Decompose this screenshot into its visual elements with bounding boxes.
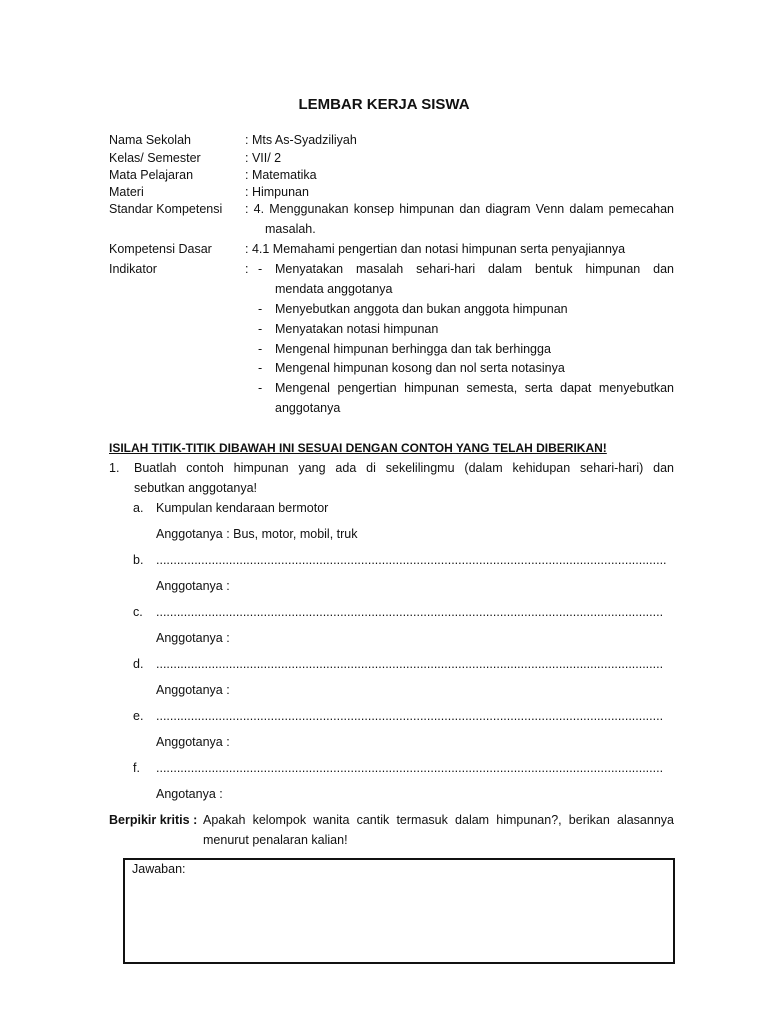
- kompetensi-dasar-value: : 4.1 Memahami pengertian dan notasi himpunan serta penyajiannya: [245, 242, 626, 256]
- indikator-item: Mengenal pengertian himpunan semesta, serta dapat menyebutkan: [275, 381, 674, 395]
- fill-line-f[interactable]: ..................................................................................................................................................: [156, 761, 664, 775]
- kelas-label: Kelas/ Semester: [109, 151, 201, 165]
- indikator-label: Indikator: [109, 262, 157, 276]
- kelas-value: : VII/ 2: [245, 151, 282, 165]
- indikator-dash: -: [258, 381, 263, 395]
- nama-sekolah-value: : Mts As-Syadziliyah: [245, 133, 357, 147]
- item-letter-c: c.: [133, 605, 143, 619]
- indikator-item: Mengenal himpunan berhingga dan tak berhingga: [275, 342, 551, 356]
- item-letter-d: d.: [133, 657, 144, 671]
- standar-kompetensi-label: Standar Kompetensi: [109, 202, 223, 216]
- materi-value: : Himpunan: [245, 185, 309, 199]
- indikator-dash: -: [258, 342, 263, 356]
- indikator-item: Menyebutkan anggota dan bukan anggota himpunan: [275, 302, 568, 316]
- members-label-b: Anggotanya :: [156, 579, 230, 593]
- mapel-value: : Matematika: [245, 168, 317, 182]
- item-letter-f: f.: [133, 761, 140, 775]
- members-label-f: Angotanya :: [156, 787, 223, 801]
- members-label-d: Anggotanya :: [156, 683, 230, 697]
- answer-box[interactable]: [123, 858, 675, 964]
- example-members: Anggotanya : Bus, motor, mobil, truk: [156, 527, 358, 541]
- fill-line-e[interactable]: ..................................................................................................................................................: [156, 709, 664, 723]
- item-letter-a: a.: [133, 501, 144, 515]
- indikator-item: Mengenal himpunan kosong dan nol serta notasinya: [275, 361, 565, 375]
- standar-kompetensi-value-cont: masalah.: [265, 222, 316, 236]
- question-text-cont: sebutkan anggotanya!: [134, 481, 258, 495]
- fill-line-b[interactable]: ...................................................................................................................................................: [156, 553, 667, 567]
- answer-label: Jawaban:: [132, 862, 186, 876]
- berpikir-kritis-question-cont: menurut penalaran kalian!: [203, 833, 348, 847]
- question-number: 1.: [109, 461, 120, 475]
- item-letter-b: b.: [133, 553, 144, 567]
- indikator-item-cont: mendata anggotanya: [275, 282, 393, 296]
- indikator-dash: -: [258, 262, 263, 276]
- indikator-dash: -: [258, 322, 263, 336]
- materi-label: Materi: [109, 185, 144, 199]
- mapel-label: Mata Pelajaran: [109, 168, 194, 182]
- instruction-heading: ISILAH TITIK-TITIK DIBAWAH INI SESUAI DENGAN CONTOH YANG TELAH DIBERIKAN!: [109, 441, 607, 455]
- members-label-c: Anggotanya :: [156, 631, 230, 645]
- item-letter-e: e.: [133, 709, 144, 723]
- example-set: Kumpulan kendaraan bermotor: [156, 501, 329, 515]
- nama-sekolah-label: Nama Sekolah: [109, 133, 191, 147]
- indikator-item: Menyatakan masalah sehari-hari dalam bentuk himpunan dan: [275, 262, 674, 276]
- fill-line-d[interactable]: ..................................................................................................................................................: [156, 657, 664, 671]
- question-text: Buatlah contoh himpunan yang ada di sekelilingmu (dalam kehidupan sehari-hari) dan: [134, 461, 674, 475]
- berpikir-kritis-question: Apakah kelompok wanita cantik termasuk dalam himpunan?, berikan alasannya: [203, 813, 674, 827]
- standar-kompetensi-value: : 4. Menggunakan konsep himpunan dan diagram Venn dalam pemecahan: [245, 202, 674, 216]
- indikator-dash: -: [258, 361, 263, 375]
- indikator-item-cont: anggotanya: [275, 401, 341, 415]
- page-title: LEMBAR KERJA SISWA: [298, 96, 470, 113]
- indikator-colon: :: [245, 262, 249, 276]
- indikator-item: Menyatakan notasi himpunan: [275, 322, 439, 336]
- kompetensi-dasar-label: Kompetensi Dasar: [109, 242, 212, 256]
- berpikir-kritis-label: Berpikir kritis :: [109, 813, 198, 827]
- fill-line-c[interactable]: ..................................................................................................................................................: [156, 605, 664, 619]
- members-label-e: Anggotanya :: [156, 735, 230, 749]
- indikator-dash: -: [258, 302, 263, 316]
